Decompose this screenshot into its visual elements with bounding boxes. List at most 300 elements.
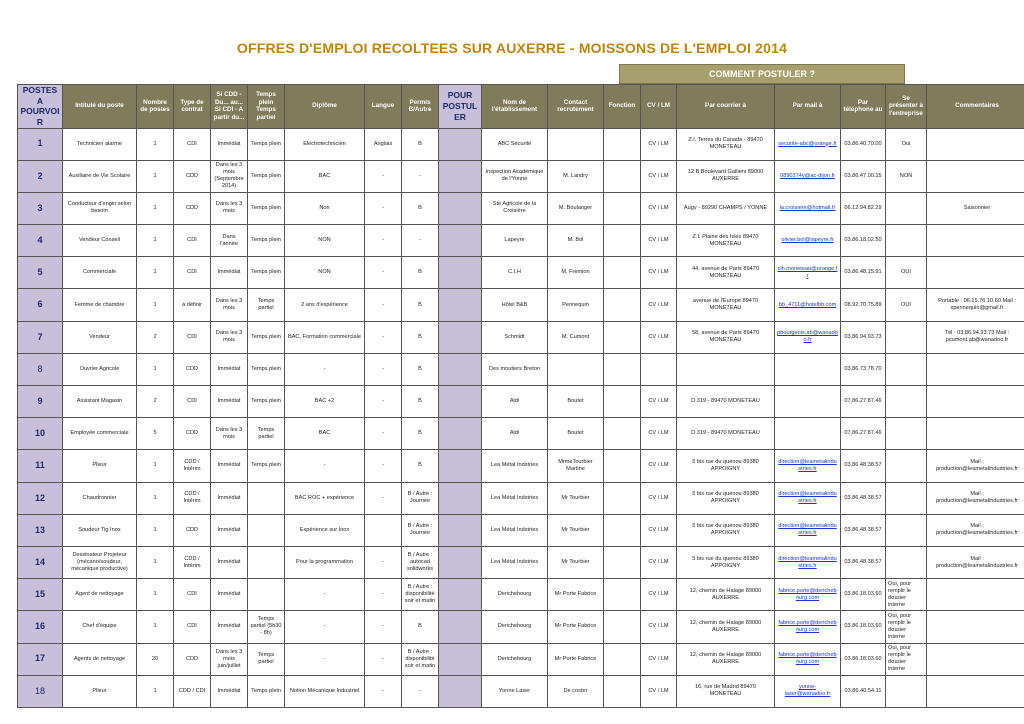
cell-diplome: - [285, 579, 365, 611]
cell-presenter [886, 546, 927, 578]
cell-nombre: 20 [137, 643, 174, 675]
cell-telephone: 03.86.48.15.91 [841, 257, 886, 289]
cell-contrat: CDD [174, 353, 211, 385]
cell-contact: De coster [548, 675, 604, 707]
cell-permis: B / Autre : disponibilité soir et matin [402, 579, 439, 611]
cell-contrat: CDD [174, 192, 211, 224]
table-row [18, 579, 1024, 611]
cell-commentaires: Mail : production@leametalindustries.fr [927, 514, 1024, 546]
cell-courrier: 5 bis rue du quenou 89380 APPOIGNY [677, 482, 775, 514]
cell-fonction [604, 353, 641, 385]
cell-etablissement: Des moutiers Breton [482, 353, 548, 385]
cell-temps: Temps plein [248, 386, 285, 418]
row-number: 12 [18, 482, 63, 514]
cell-temps [248, 482, 285, 514]
cell-periode: Immédiat [211, 257, 248, 289]
cell-contact [548, 353, 604, 385]
cell-fonction [604, 225, 641, 257]
table-row [18, 546, 1024, 578]
cell-nombre: 1 [137, 546, 174, 578]
cell-commentaires: Tél : 03.86.94.93.73 Mail : pcumont.ab@wanadoo.fr [927, 321, 1024, 353]
cell-permis: B [402, 192, 439, 224]
cell-contact: Boutet [548, 418, 604, 450]
cell-permis: - [402, 160, 439, 192]
table-row [18, 482, 1024, 514]
cell-periode: Immédiat [211, 386, 248, 418]
cell-fonction [604, 514, 641, 546]
row-number: 3 [18, 192, 63, 224]
cell-mail[interactable]: bb_4711@hotelbb.com [775, 289, 841, 321]
cell-diplome: - [285, 611, 365, 643]
cell-temps: Temps partiel [248, 289, 285, 321]
table-row [18, 675, 1024, 707]
cell-mail [775, 353, 841, 385]
cell-courrier: Z.I. Plaine des Isles 89470 MONETEAU [677, 225, 775, 257]
cell-etablissement: Sté Agricole de la Croisière [482, 192, 548, 224]
cell-contrat: CDI [174, 386, 211, 418]
cell-fonction [604, 257, 641, 289]
cell-cv-lm: CV / LM [641, 160, 677, 192]
cell-diplome: BAC, Formation commerciale [285, 321, 365, 353]
cell-pour-postuler [439, 257, 482, 289]
header-postes: POSTES A POURVOIR [18, 85, 63, 129]
row-number: 18 [18, 675, 63, 707]
cell-pour-postuler [439, 514, 482, 546]
row-number: 11 [18, 450, 63, 482]
cell-periode: Immédiat [211, 514, 248, 546]
cell-pour-postuler [439, 643, 482, 675]
cell-diplome: BAC [285, 418, 365, 450]
cell-courrier: 5 bis rue du quenou 89380 APPOIGNY [677, 450, 775, 482]
cell-presenter [886, 386, 927, 418]
cell-nombre: 1 [137, 482, 174, 514]
cell-diplome: NON [285, 225, 365, 257]
header-permis: Permis B/Autre [402, 85, 439, 129]
cell-telephone: 06.12.94.82.29 [841, 192, 886, 224]
cell-telephone: 03.86.73.78.70 [841, 353, 886, 385]
cell-permis: B [402, 611, 439, 643]
cell-nombre: 1 [137, 611, 174, 643]
cell-fonction [604, 192, 641, 224]
job-offers-table [17, 84, 1024, 708]
cell-langue: - [365, 546, 402, 578]
cell-fonction [604, 643, 641, 675]
cell-courrier: 16, rue de Madrid 89470 MONETEAU [677, 675, 775, 707]
cell-cv-lm: CV / LM [641, 514, 677, 546]
cell-mail[interactable]: direction@leametalindustries.fr [775, 482, 841, 514]
cell-courrier: 5 bis rue du quenou 89380 APPOIGNY [677, 546, 775, 578]
cell-poste: Plieur [63, 675, 137, 707]
cell-contact: MrmeTourbier Martine [548, 450, 604, 482]
cell-cv-lm: CV / LM [641, 321, 677, 353]
cell-permis: B / Autre : Journée [402, 482, 439, 514]
cell-temps: Temps plein [248, 450, 285, 482]
cell-etablissement: Hôtel B&B [482, 289, 548, 321]
cell-cv-lm: CV / LM [641, 386, 677, 418]
table-row [18, 643, 1024, 675]
row-number: 5 [18, 257, 63, 289]
cell-courrier: 12 B Boulevard Gallieni 89000 AUXERRE [677, 160, 775, 192]
table-row [18, 160, 1024, 192]
table-row [18, 418, 1024, 450]
cell-presenter: OUI [886, 257, 927, 289]
cell-telephone: 03.86.18.02.50 [841, 225, 886, 257]
cell-courrier: Augy - 89290 CHAMPS / YONNE [677, 192, 775, 224]
cell-langue: - [365, 289, 402, 321]
cell-courrier: 12, chemin de Halage 89000 AUXERRE [677, 579, 775, 611]
cell-temps: Temps plein [248, 353, 285, 385]
cell-nombre: 1 [137, 257, 174, 289]
cell-presenter [886, 353, 927, 385]
cell-temps [248, 546, 285, 578]
cell-langue: - [365, 675, 402, 707]
cell-temps: Temps partiel (5h30 - 8h) [248, 611, 285, 643]
cell-contact: Mr Tourbier [548, 546, 604, 578]
cell-telephone: 07.86.27.87.46 [841, 418, 886, 450]
cell-presenter [886, 482, 927, 514]
cell-etablissement: ABC Sécurité [482, 128, 548, 160]
header-contact: Contact recrutement [548, 85, 604, 129]
cell-fonction [604, 321, 641, 353]
cell-poste: Commerciale [63, 257, 137, 289]
cell-temps: Temps plein [248, 225, 285, 257]
cell-commentaires [927, 643, 1024, 675]
cell-etablissement: Derichebourg [482, 643, 548, 675]
cell-mail[interactable]: direction@leametalindustries.fr [775, 546, 841, 578]
cell-diplome: Expérience sur Inox [285, 514, 365, 546]
cell-nombre: 1 [137, 160, 174, 192]
cell-permis: B / Autre : autocad solidworks [402, 546, 439, 578]
header-type-contrat: Type de contrat [174, 85, 211, 129]
cell-pour-postuler [439, 160, 482, 192]
cell-courrier: 12, chemin de Halage 89000 AUXERRE [677, 611, 775, 643]
cell-telephone: 03.86.47.00.15 [841, 160, 886, 192]
cell-telephone: 03.86.18.03.60 [841, 579, 886, 611]
cell-contrat: à définir [174, 289, 211, 321]
cell-commentaires: Mail : production@leametalindustries.fr [927, 482, 1024, 514]
cell-diplome: Pour la programmation [285, 546, 365, 578]
cell-etablissement: Yonne Laser [482, 675, 548, 707]
cell-mail[interactable]: olivier.bol@lapeyre.fr [775, 225, 841, 257]
header-cv-lm: CV / LM [641, 85, 677, 129]
cell-temps: Temps plein [248, 675, 285, 707]
header-presenter: Se présenter à l'entreprise [886, 85, 927, 129]
cell-periode: Immédiat [211, 546, 248, 578]
cell-commentaires [927, 611, 1024, 643]
cell-contrat: CDI [174, 611, 211, 643]
cell-presenter: Oui [886, 128, 927, 160]
cell-courrier [677, 353, 775, 385]
row-number: 15 [18, 579, 63, 611]
header-temps: Temps plein Temps partiel [248, 85, 285, 129]
cell-pour-postuler [439, 353, 482, 385]
cell-telephone: 03.86.94.93.73 [841, 321, 886, 353]
cell-mail[interactable]: cih.moneteau@orange.fr [775, 257, 841, 289]
cell-telephone: 03.86.48.38.57 [841, 546, 886, 578]
header-row [18, 85, 1024, 129]
cell-contact: Mr Porte Fabrice [548, 611, 604, 643]
table-row [18, 289, 1024, 321]
cell-periode: Dans les 3 mois juin/juillet [211, 643, 248, 675]
cell-periode: Dans les 3 mois [211, 192, 248, 224]
cell-diplome: 2 ans d'expérience [285, 289, 365, 321]
cell-nombre: 1 [137, 579, 174, 611]
cell-telephone: 03.86.48.38.57 [841, 482, 886, 514]
cell-nombre: 1 [137, 353, 174, 385]
row-number: 8 [18, 353, 63, 385]
cell-courrier: 44, avenue de Paris 89470 MONETEAU [677, 257, 775, 289]
cell-langue: Anglais [365, 128, 402, 160]
cell-langue: - [365, 160, 402, 192]
cell-cv-lm: CV / LM [641, 482, 677, 514]
cell-etablissement: Lea Métal Indstries [482, 514, 548, 546]
cell-pour-postuler [439, 192, 482, 224]
cell-fonction [604, 386, 641, 418]
cell-mail[interactable]: yonne-laser@wanadoo.fr [775, 675, 841, 707]
cell-langue: - [365, 353, 402, 385]
cell-commentaires [927, 418, 1024, 450]
cell-cv-lm: CV / LM [641, 643, 677, 675]
cell-permis: B [402, 353, 439, 385]
cell-mail[interactable]: fabrice.porte@derichebourg.com [775, 611, 841, 643]
cell-langue: - [365, 579, 402, 611]
table-row [18, 192, 1024, 224]
cell-fonction [604, 546, 641, 578]
cell-etablissement: Aldi [482, 418, 548, 450]
cell-permis: B [402, 418, 439, 450]
cell-langue: - [365, 257, 402, 289]
cell-poste: Chaudronnier [63, 482, 137, 514]
cell-presenter [886, 321, 927, 353]
cell-permis: B / Autre : Journée [402, 514, 439, 546]
cell-presenter: Oui, pour remplir le dossier interne [886, 643, 927, 675]
cell-temps: Temps partiel [248, 643, 285, 675]
cell-presenter [886, 192, 927, 224]
cell-nombre: 1 [137, 289, 174, 321]
cell-poste: Soudeur Tig Inox [63, 514, 137, 546]
cell-periode: Immédiat [211, 353, 248, 385]
cell-courrier: 12, chemin de Halage 89000 AUXERRE [677, 643, 775, 675]
table-row [18, 257, 1024, 289]
cell-pour-postuler [439, 128, 482, 160]
cell-courrier: D 319 - 89470 MONETEAU [677, 386, 775, 418]
cell-courrier: 5 bis rue du quenou 89380 APPOIGNY [677, 514, 775, 546]
cell-permis: B [402, 450, 439, 482]
cell-commentaires [927, 386, 1024, 418]
cell-diplome: BAC [285, 160, 365, 192]
cell-langue: - [365, 611, 402, 643]
cell-permis: B / Autre : disponibilité soir et matin [402, 643, 439, 675]
cell-pour-postuler [439, 321, 482, 353]
header-mail: Par mail à [775, 85, 841, 129]
cell-cv-lm: CV / LM [641, 450, 677, 482]
cell-periode: Immédiat [211, 579, 248, 611]
table-row [18, 611, 1024, 643]
cell-cv-lm: CV / LM [641, 418, 677, 450]
cell-contrat: CDD [174, 514, 211, 546]
table-row [18, 225, 1024, 257]
cell-etablissement: Lea Métal Indstries [482, 546, 548, 578]
cell-langue: - [365, 418, 402, 450]
table-row [18, 353, 1024, 385]
cell-poste: Auxiliaire de Vie Scolaire [63, 160, 137, 192]
cell-poste: Agent de nettoyage [63, 579, 137, 611]
cell-presenter [886, 225, 927, 257]
cell-commentaires: Portable : 06.15.76.10.60 Mail : xpennequin@gmail.fr [927, 289, 1024, 321]
cell-cv-lm: CV / LM [641, 257, 677, 289]
cell-fonction [604, 418, 641, 450]
cell-mail[interactable]: 0890374y@ac-dijon.fr [775, 160, 841, 192]
cell-contrat: CDI [174, 321, 211, 353]
cell-langue: - [365, 482, 402, 514]
cell-mail[interactable]: fabrice.porte@derichebourg.com [775, 643, 841, 675]
cell-periode: Immédiat [211, 611, 248, 643]
cell-langue: - [365, 225, 402, 257]
cell-cv-lm: CV / LM [641, 579, 677, 611]
cell-courrier: avenue de l'Europe 89470 MONETEAU [677, 289, 775, 321]
cell-contact: M. Fremion [548, 257, 604, 289]
cell-telephone: 03.86.40.70.00 [841, 128, 886, 160]
cell-diplome: - [285, 353, 365, 385]
cell-poste: Dessinateur Projeteur (mécano/soudeur, mécanique productive) [63, 546, 137, 578]
cell-poste: Ouvrier Agricole [63, 353, 137, 385]
cell-cv-lm: CV / LM [641, 192, 677, 224]
cell-contrat: CDD [174, 418, 211, 450]
comment-postuler-header: COMMENT POSTULER ? [619, 64, 905, 84]
cell-cv-lm: CV / LM [641, 289, 677, 321]
cell-mail [775, 418, 841, 450]
cell-periode: Immédiat [211, 450, 248, 482]
cell-pour-postuler [439, 482, 482, 514]
cell-temps: Temps plein [248, 160, 285, 192]
cell-contrat: CDD / CDI [174, 675, 211, 707]
cell-poste: Vendeur Conseil [63, 225, 137, 257]
cell-nombre: 2 [137, 321, 174, 353]
cell-mail[interactable]: pbourgeois.ab@wanadoo.fr [775, 321, 841, 353]
cell-courrier: Z.I. Terres du Canada - 89470 MONETEAU [677, 128, 775, 160]
cell-mail[interactable]: direction@leametalindustries.fr [775, 450, 841, 482]
cell-nombre: 1 [137, 192, 174, 224]
cell-contrat: CDI [174, 257, 211, 289]
cell-diplome: Non [285, 192, 365, 224]
cell-diplome: BAC +2 [285, 386, 365, 418]
cell-periode: Immédiat [211, 675, 248, 707]
cell-pour-postuler [439, 546, 482, 578]
cell-contrat: CDD [174, 643, 211, 675]
header-periode: Si CDD - Du... au... Si CDI - A partir du... [211, 85, 248, 129]
cell-contact: Boutet [548, 386, 604, 418]
header-langue: Langue [365, 85, 402, 129]
cell-etablissement: Derichebourg [482, 611, 548, 643]
cell-permis: B [402, 289, 439, 321]
cell-fonction [604, 675, 641, 707]
header-intitule: Intitulé du poste [63, 85, 137, 129]
row-number: 9 [18, 386, 63, 418]
cell-cv-lm: CV / LM [641, 611, 677, 643]
cell-presenter [886, 418, 927, 450]
cell-pour-postuler [439, 675, 482, 707]
cell-poste: Femme de chambre [63, 289, 137, 321]
cell-commentaires: Mail : production@leametalindustries.fr [927, 546, 1024, 578]
cell-temps: Temps plein [248, 257, 285, 289]
cell-permis: B [402, 321, 439, 353]
cell-langue: - [365, 321, 402, 353]
cell-poste: Plieur [63, 450, 137, 482]
cell-contact: Pennequin [548, 289, 604, 321]
cell-periode: Dans les 3 mois (Septembre 2014) [211, 160, 248, 192]
cell-contact: M. Landry [548, 160, 604, 192]
cell-presenter: Oui, pour remplir le dossier interne [886, 611, 927, 643]
cell-contrat: CDI [174, 128, 211, 160]
cell-diplome: Notion Mécanique Industriel [285, 675, 365, 707]
cell-poste: Employée commerciale [63, 418, 137, 450]
cell-etablissement: Aldi [482, 386, 548, 418]
cell-cv-lm: CV / LM [641, 225, 677, 257]
cell-nombre: 1 [137, 675, 174, 707]
cell-periode: Dans les 3 mois [211, 289, 248, 321]
table-row [18, 450, 1024, 482]
cell-periode: Dans les 3 mois [211, 321, 248, 353]
cell-contact: Mr Tourbier [548, 482, 604, 514]
cell-mail[interactable]: securite-abc@orange.fr [775, 128, 841, 160]
cell-mail[interactable]: fabrice.porte@derichebourg.com [775, 579, 841, 611]
cell-diplome: - [285, 450, 365, 482]
cell-telephone: 03.86.48.38.57 [841, 514, 886, 546]
cell-contrat: CDI [174, 225, 211, 257]
cell-commentaires [927, 579, 1024, 611]
cell-commentaires [927, 353, 1024, 385]
cell-etablissement: Lea Métal Indstries [482, 482, 548, 514]
row-number: 2 [18, 160, 63, 192]
cell-cv-lm: CV / LM [641, 546, 677, 578]
cell-mail[interactable]: direction@leametalindustries.fr [775, 514, 841, 546]
cell-contact: Mr Tourbier [548, 514, 604, 546]
cell-poste: Assistant Magasin [63, 386, 137, 418]
cell-diplome: BAC ROC + expérience [285, 482, 365, 514]
cell-periode: Dans l'année [211, 225, 248, 257]
row-number: 13 [18, 514, 63, 546]
cell-contrat: CDD [174, 160, 211, 192]
cell-pour-postuler [439, 450, 482, 482]
cell-fonction [604, 579, 641, 611]
cell-poste: Conducteur d'engin selon besoin [63, 192, 137, 224]
cell-mail[interactable]: la.croisiere@hotmail.fr [775, 192, 841, 224]
cell-commentaires [927, 225, 1024, 257]
cell-etablissement: Derichebourg [482, 579, 548, 611]
cell-nombre: 1 [137, 225, 174, 257]
cell-etablissement: C.I.H [482, 257, 548, 289]
header-diplome: Diplôme [285, 85, 365, 129]
cell-temps [248, 514, 285, 546]
cell-contact [548, 128, 604, 160]
cell-pour-postuler [439, 225, 482, 257]
cell-presenter: NON [886, 160, 927, 192]
cell-etablissement: Inspection Académique de l'Yonne [482, 160, 548, 192]
table-row [18, 128, 1024, 160]
cell-langue: - [365, 643, 402, 675]
cell-contact: M. Bol [548, 225, 604, 257]
cell-nombre: 1 [137, 128, 174, 160]
cell-poste: Chef d'équipe [63, 611, 137, 643]
row-number: 10 [18, 418, 63, 450]
cell-commentaires [927, 128, 1024, 160]
cell-temps: Temps plein [248, 321, 285, 353]
cell-presenter: OUI [886, 289, 927, 321]
cell-presenter: Oui, pour remplir le dossier interne [886, 579, 927, 611]
cell-telephone: 08.92.70.75.89 [841, 289, 886, 321]
cell-courrier: 58, avenue de Paris 89470 MONETEAU [677, 321, 775, 353]
header-pour-postuler: POUR POSTULER [439, 85, 482, 129]
